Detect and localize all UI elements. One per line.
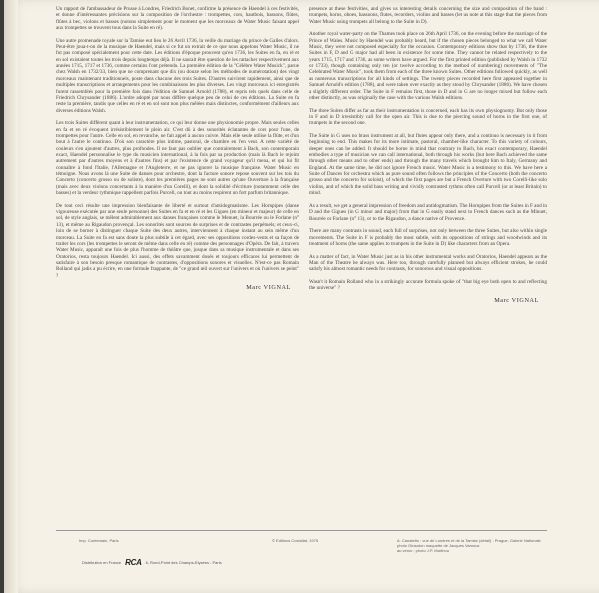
artwork-credit-line: A. Canaletto : vue de Londres et de la Tamise (détail) - Prague, Galerie Nationale [397,538,541,543]
paragraph: The Suite in G uses no brass instrument at all, but flutes appear only there, and a continuo is necessary in it from beginning to end. This makes for its more intimate, pastoral, chamber-like character. To this variety of colours, deeper ones can be added. It should be borne in mind that contrary to Bach, his exact contemporary, Haendel embodies a type of musician we can call international, both through his works (but here Bach achieved the same through other means and to other ends) and through the many travels which brought him to Italy, Germany and England. At the same time, he did not ignore French music. Water Music is a testimony to this. We have here a Suite of Dances for orchestra which as pure sound often follows the principles of the Concerto (both the concerto grosso and the concerto for soloist), of which the first pages are but a French Overture with two Corelli-like solo violins, and of which the solid bass writing and vividly contrasted rythms often call Purcell (or at least Britain) to mind. [309,133,547,197]
rca-logo: RCA [125,558,142,567]
paragraph: Un rapport de l'ambassadeur de Prusse à Londres, Friedrich Bonet, confirme la présence de Haendel à ces festivités, et donne d'intéressantes précisions sur la composition de l'orchestre : trompettes, cors, hautbois, bassons, flûtes, flûtes à bec, violons et basses (notons simplement pour le moment que les morceaux de Water Music faisant appel aux trompettes se trouvent tous dans la Suite en ré). [56,6,299,32]
footer-divider [56,530,547,531]
paragraph: As a result, we get a general impression of freedom and antidogmatism. The Hornpipes from the Suites in F and in D and the Gigues (in G minor and major) from that in G easily stand next to French dances such as the Minuet, Bourrée or Forlane (n° 13), or to the Rigaudon, a dance native of Provence. [309,202,547,222]
artwork-credits [397,538,557,553]
paragraph: Les trois Suites diffèrent quant à leur instrumentation, ce qui leur donne une physionomie propre. Mais seules celles en fa et en ré évoquent irrésistiblement le plein air. C'est dû à des sonorités éclatantes de cors pour l'une, de trompettes pour l'autre. Celle en sol, en revanche, ne fait appel à aucun cuivre. Mais elle seule utilise la flûte, et d'un bout à l'autre le continuo. D'où son caractère plus intime, pastoral, de chambre en l'en veut. A cette variété de couleurs s'en ajoutent d'autres, plus profondes. Il ne faut pas oublier que contrairement à Bach, son contemporain exact, Haendel personnalise le type du musicien international, à la fois par sa production (mais là Bach le rejoint autrement par d'autres moyens et à d'autres fins) et par l'existence de grand voyageur qu'il mena, et qui lui fit connaître à fond l'Italie, l'Allemagne et l'Angleterre, et ne pas ignorer la musique française. Water Music en témoigne. Nous avons là une Suite de danses pour orchestre, dont la facture sonore repose souvent sur les tois du Concerto (concerto grosso ou de soliste), dont les premières pages ne sont autres qu'une Ouverture à la française (mais avec deux violons concertants à la manière d'un Corelli), et dont la solidité d'écriture (notamment celle des basses) et la verdeur rythmique rappellent parfois Purcell, ou tout au moins respirent un fort parfum britannique. [56,120,299,197]
artwork-credit-line: photo Giraudon maquette de Jacques Vamous [397,543,480,548]
signature: Marc VIGNAL [246,284,291,292]
paragraph: presence at these festivities, and gives us interesting details concerning the size and composition of the band : trumpets, horns, oboes, bassoons, flutes, recorders, violins and basses (let us note at this stage that the pieces from Water Music using trumpets all belong to the Suite in D). [309,6,547,25]
paragraph: Une autre promenade royale sur la Tamise eut lieu le 26 Avril 1736, la veille du mariage du prince de Galles d'alors. Peut-être joua-t-on de la musique de Haendel, mais si ce fut un extrait de ce que nous appelons Water Music, il ne fut pas composé spécialement pour cette date. Les éditions d'époque prouvent qu'en 1736, les Suites en fa, en ré et en sol existaient toutes les trois depuis longtemps déjà. Il ne saurait être question de les rattacher respectivement aux années 1715, 1717 et 1736, comme certains l'ont prétendu. La première édition de la "Célèbre Water Musick", parue chez Walsh en 1732/33, bien que ne comprenant que dix (ou douze selon les méthodes de numérotation) des vingt morceaux maintenant traditionnels, poste dans chacune des trois Suites. D'autres suivirent rapidement, ainsi que de multiples transcriptions et arrangements pour les combinaisons les plus diverses. Les vingt morceaux ici enregistrés furent rassemblés pour la première fois dans l'édition de Samuel Arnold (1788), et repris tels quels dans celle de Friedrich Chrysander (1886). L'ordre adopté par nous diffère quelque peu de celui de ces éditions. La Suite en fa reste la première, tandis que celles en ré et en sol sont non plus mêlées mais distinctes, conformément d'ailleurs aux diverses éditions Walsh. [56,37,299,114]
paragraph: The three Suites differ as far as their instrumentation is concerned, each has its own physiognomy. But only those in F and in D irresistibly call for the open air. This is due to the piercing sound of horns in the first one, of trumpets in the second one. [309,107,547,127]
paragraph: As a matter of fact, in Water Music just as in his other instrumental works and Oratorios, Haendel appears as the Man of the Theatre he always was. Here too, through carefully planned but always efficient strokes, he could satisfy his almost romantic needs for contrasts, for sonorous and visual oppositions. [309,253,547,273]
distribution-address: 6, Rond-Point des Champs-Elysées - Paris [145,560,222,565]
distribution-line [82,558,222,567]
english-text-column [309,6,547,305]
artwork-credit-line: au verso : photo J.P. Marthou [397,548,449,553]
distribution-prefix: Distribution en France [82,560,122,565]
paragraph: Wasn't it Romain Rolland who in a strikingly accurate formula spoke of "that big eye both open to and reflecting the universe" ? [309,279,547,292]
paragraph: Another royal water-party on the Thames took place on 26th April 1736, on the evening before the marriage of the Prince of Wales. Music by Haendel was probably heard, but if the chosen pieces belonged to what we call Water Music, they were not composed especially for the occasion. Contemporary editions show that by 1736, the three Suites in F, D and G major had all been in existence for some time. They cannot be related respectively to the years 1715, 1717 and 1736, as some writers have argued. For the first printed edition (published by Walsh in 1732 or 1733), though containing only ten (or twelve according to the method of numbering) movements of "The Celebrated Water Music", took them from each of the three known Suites. Other editions followed quickly, as well as numerous transcriptions for all kinds of settings. The twenty pieces recorded here first appeared together in Samuel Arnold's edition (1788), and were taken over exactly as they stood by Chrysander (1886). We have chosen a slightly different order. The Suite in F remains first, those in D and in G are no longer mixed but follow each other distinctly, as was originally the case with the various Walsh editions. [309,31,547,101]
liner-notes-page [4,0,599,593]
paragraph: De tout ceci résulte une impression bienfaisante de liberté et surtout d'antidogmatisme. Les Hornpipes (danse vigoureuse exécutée par une seule personne) des Suites en fa et en ré et les Gigues (en mineur et majeur) de celle en sol, de style anglais, se mêlent admirablement aux danses françaises comme le Menuet, la Bourrée ou le Forlane (n° 13), et même au Rigaudon provençal. Les sonorités sont sources de surprises et de contrastes perpétuels; et ceux-ci, loin de se borner à distinguer chaque Suite des deux autres, interviennent à chaque instant au sein même d'un morceau. La Suite en fa est sans doute la plus subtile à cet égard, avec ses oppositions cordes-vents et sa façon de traiter les cors (les trompettes le seront de même dans celle en ré) comme des personnages d'Opéra. De fait, à travers Water Music, apparaît une fois de plus l'homme de théâtre que, jusque dans sa musique instrumentale et dans ses Oratorios, resta toujours Haendel. Ici aussi, des effets savamment dosés et toujours efficaces lui permettent de satisfaire à son besoin presque romantique de contrastes, d'oppositions sonores et visuelles. N'est-ce pas Romain Rolland qui jadis a pu écrire, en une formule frappante, de "ce grand œil ouvert sur l'univers et où l'univers se peint" ? [56,202,299,279]
page-fold-shadow [4,0,18,593]
paragraph: There are many contrasts in sound, each full of surprises, not only between the three Suites, but also within single movements. The Suite in F is probably the most subtle, with its oppositions of strings and woodwinds and its treatment of horns (the same applies to trumpets in the Suite in D) like characters from an Opera. [309,228,547,247]
copyright-credit: © Editions Costallat, 1975 [272,538,319,543]
printer-credit: Imp. Contemain, Paris [79,538,119,543]
french-text-column [56,6,299,292]
signature: Marc VIGNAL [494,297,539,305]
